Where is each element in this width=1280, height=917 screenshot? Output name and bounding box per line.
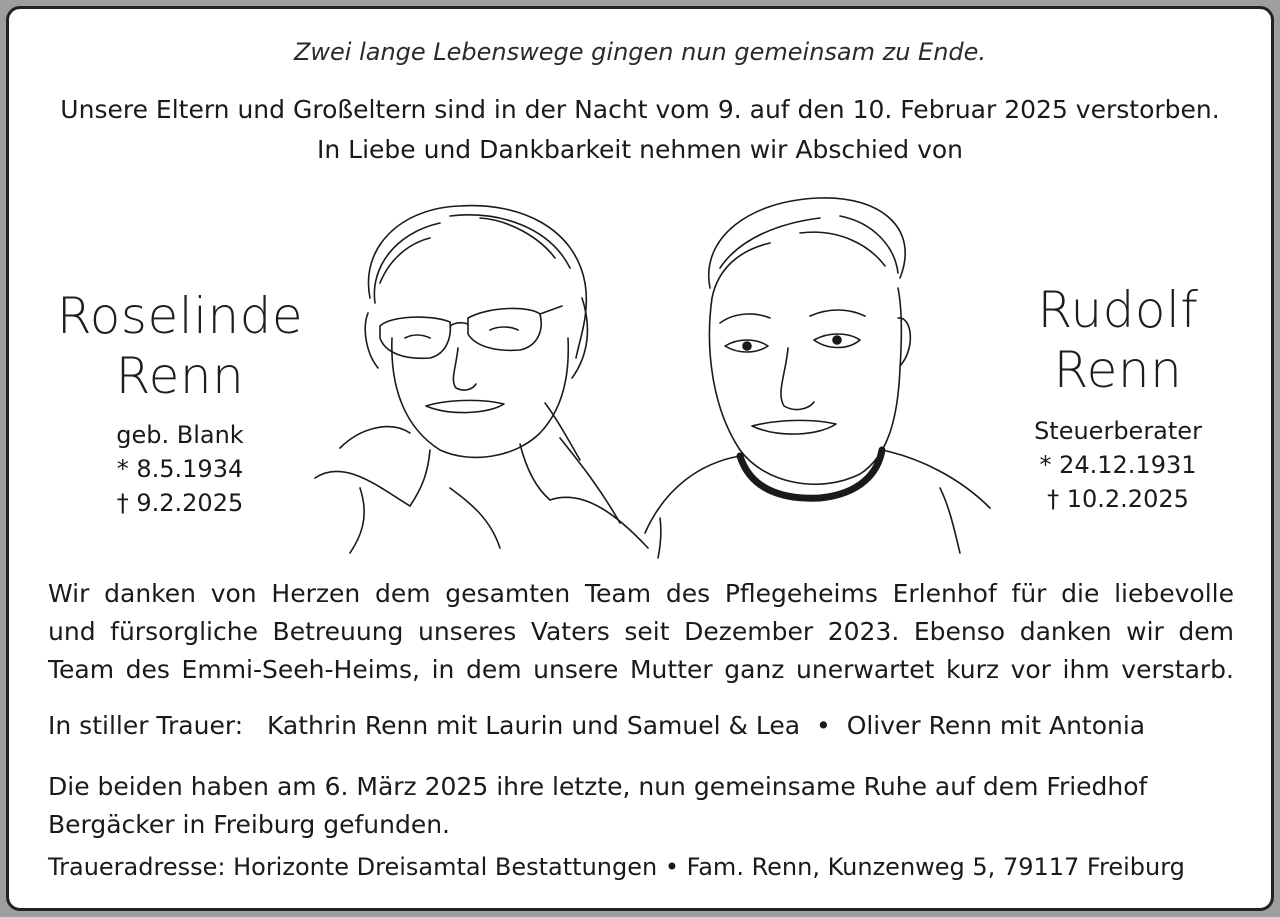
woman-portrait: [315, 206, 648, 553]
thanks-paragraph: [48, 575, 1234, 689]
burial-paragraph: [48, 768, 1234, 844]
person-facts-rudolf: [968, 414, 1268, 516]
death-date: † 10.2.2025: [1047, 485, 1189, 513]
first-name: Rudolf: [1037, 281, 1199, 339]
mourners-line: [48, 707, 1234, 745]
burial-line: Die beiden haben am 6. März 2025 ihre letzte, nun gemeinsame Ruhe auf dem Friedhof: [48, 772, 1148, 801]
thanks-line: Team des Emmi-Seeh-Heims, in dem unsere Mutter ganz unerwartet kurz vor ihm verstarb.: [48, 655, 1234, 684]
last-name: Renn: [1053, 341, 1183, 399]
person-name-rudolf: [968, 280, 1268, 400]
burial-line: Bergäcker in Freiburg gefunden.: [48, 810, 451, 839]
maiden-name: geb. Blank: [116, 421, 244, 449]
announcement-line-2: In Liebe und Dankbarkeit nehmen wir Abschied von: [316, 135, 964, 164]
person-name-roselinde: [30, 286, 330, 406]
death-date: † 9.2.2025: [116, 489, 244, 517]
person-facts-roselinde: [30, 418, 330, 520]
thanks-line: und fürsorgliche Betreuung unseres Vaters seit Dezember 2023. Ebenso danken wir dem: [48, 617, 1234, 646]
last-name: Renn: [115, 347, 245, 405]
mourners-family-1: Kathrin Renn mit Laurin und Samuel & Lea: [266, 711, 801, 740]
man-portrait: [645, 198, 990, 558]
bullet-separator: •: [816, 711, 831, 740]
first-name: Roselinde: [56, 287, 304, 345]
birth-date: * 8.5.1934: [116, 455, 244, 483]
thanks-line: Wir danken von Herzen dem gesamten Team des Pflegeheims Erlenhof für die liebevolle: [48, 579, 1234, 608]
couple-portrait-sketch: [300, 188, 1000, 560]
mourners-label: In stiller Trauer:: [48, 711, 244, 740]
intro-text: Zwei lange Lebenswege gingen nun gemeinsam zu Ende.: [293, 38, 987, 66]
birth-date: * 24.12.1931: [1039, 451, 1197, 479]
profession: Steuerberater: [1034, 417, 1202, 445]
mourning-address: Traueradresse: Horizonte Dreisamtal Bestattungen • Fam. Renn, Kunzenweg 5, 79117 Freiburg: [48, 853, 1185, 881]
announcement-line-1: Unsere Eltern und Großeltern sind in der Nacht vom 9. auf den 10. Februar 2025 verstorben.: [60, 95, 1220, 124]
mourners-family-2: Oliver Renn mit Antonia: [846, 711, 1146, 740]
